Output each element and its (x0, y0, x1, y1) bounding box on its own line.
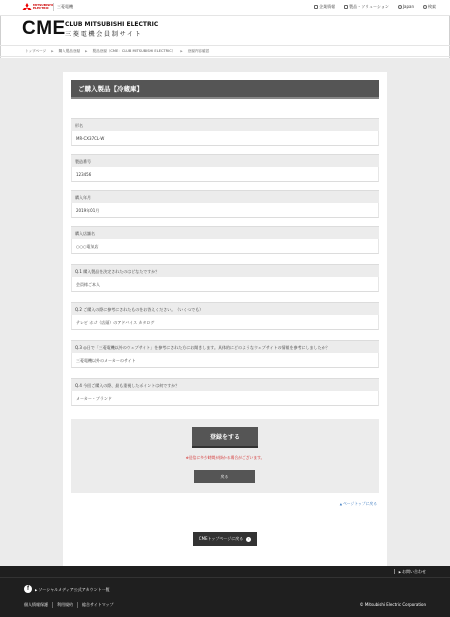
field-value: 三菱電機以外のメーカーのサイト (71, 353, 379, 368)
field-q3 (71, 340, 379, 368)
field-label: 購入年月 (71, 190, 379, 203)
field-serial (71, 154, 379, 182)
breadcrumb-item-registration[interactable]: 購入製品登録 (58, 48, 81, 53)
field-value: ○○○電気店 (71, 239, 379, 254)
breadcrumb (0, 45, 450, 57)
field-label: 製造番号 (71, 154, 379, 167)
field-label: Q.1 購入製品を決定されたのはどなたですか？ (71, 264, 379, 277)
field-label: Q.3 ◎日で「三菱電機以外のウェブサイト」を参考にされた方にお聞きします。具体的にどのようなウェブサイトの情報を参考にしましたか？ (71, 340, 379, 353)
field-model (71, 118, 379, 146)
cme-top-button[interactable]: CMEトップページに戻る › (193, 532, 257, 546)
field-q1 (71, 264, 379, 292)
brand-english: CLUB MITSUBISHI ELECTRIC (65, 21, 159, 28)
field-label: 購入店舗名 (71, 226, 379, 239)
field-value: テレビ ホゴ（店頭）のアドバイス カタログ (71, 315, 379, 330)
field-value: MR-CX37CL-W (71, 131, 379, 146)
breadcrumb-item-product[interactable]: 製品登録（CME：CLUB MITSUBISHI ELECTRIC） (92, 48, 176, 53)
field-label: 形名 (71, 118, 379, 131)
contact-link[interactable]: ▶お問い合わせ (394, 569, 426, 575)
field-value: メーカー・ブランド (71, 391, 379, 406)
field-q2 (71, 302, 379, 330)
building-icon (314, 5, 318, 9)
field-value: 2019年01月 (71, 203, 379, 218)
globe-icon (398, 5, 402, 9)
sns-link[interactable]: ▶ソーシャルメディア公式アカウント一覧 (35, 587, 110, 592)
search-icon (423, 5, 427, 9)
footer (0, 566, 450, 617)
form-actions (71, 419, 379, 493)
page-top-link[interactable]: ▲ページトップに戻る (339, 501, 377, 506)
top-bar (0, 0, 450, 16)
footer-link-sitemap[interactable]: 総合サイトマップ (77, 602, 118, 608)
section-title: ご購入製品【冷蔵庫】 (71, 80, 379, 99)
field-q4 (71, 378, 379, 406)
field-value: 123456 (71, 167, 379, 182)
chevron-right-icon: ▶ (180, 49, 183, 53)
grid-icon (344, 5, 348, 9)
breadcrumb-item-current: 登録内容確認 (187, 48, 210, 53)
brand-short: CME (22, 18, 66, 39)
field-store (71, 226, 379, 254)
footer-link-terms[interactable]: 利用規約 (52, 602, 77, 608)
logo-word: MITSUBISHI ELECTRIC (33, 3, 53, 10)
footer-links (24, 602, 118, 608)
toplink-company[interactable]: 企業情報 (314, 4, 335, 10)
field-value: 会員様ご本人 (71, 277, 379, 292)
chevron-up-icon: ▲ (339, 502, 343, 506)
field-label: Q.2 ご購入の際に参考にされたものをお答えください。（いくつでも） (71, 302, 379, 315)
arrow-right-icon: › (248, 537, 250, 541)
footer-link-privacy[interactable]: 個人情報保護 (24, 602, 48, 607)
chevron-right-icon: ▶ (51, 49, 54, 53)
field-purchase-date (71, 190, 379, 218)
toplink-products[interactable]: 製品・ソリューション (344, 4, 389, 10)
chevron-right-icon: ▶ (398, 570, 401, 574)
main-content (0, 58, 450, 566)
footer-top-bar (0, 566, 450, 578)
corp-tag[interactable]: 三菱電機 (53, 3, 73, 11)
toplink-region[interactable]: Japan (398, 4, 414, 10)
register-button[interactable]: 登録をする (192, 427, 258, 448)
submit-note: ※送信に多少時間が掛かる場合がございます。 (185, 455, 265, 460)
back-button[interactable]: 戻る (194, 470, 255, 483)
field-label: Q.4 今回ご購入の際、最も重視したポイントは何ですか？ (71, 378, 379, 391)
chevron-right-icon: ▶ (85, 49, 88, 53)
chevron-right-icon: ▶ (35, 588, 38, 592)
facebook-icon[interactable]: f (24, 585, 32, 593)
three-diamonds-icon (22, 3, 32, 12)
mitsubishi-logo[interactable] (22, 3, 53, 15)
toplink-search[interactable]: 検索 (423, 4, 436, 10)
copyright: © Mitsubishi Electric Corporation (359, 602, 426, 607)
brand-japanese: 三菱電機会員制サイト (65, 31, 143, 38)
confirm-card (63, 72, 387, 566)
divider (394, 569, 395, 574)
top-links (314, 4, 436, 10)
breadcrumb-item-top[interactable]: トップページ (25, 48, 47, 53)
